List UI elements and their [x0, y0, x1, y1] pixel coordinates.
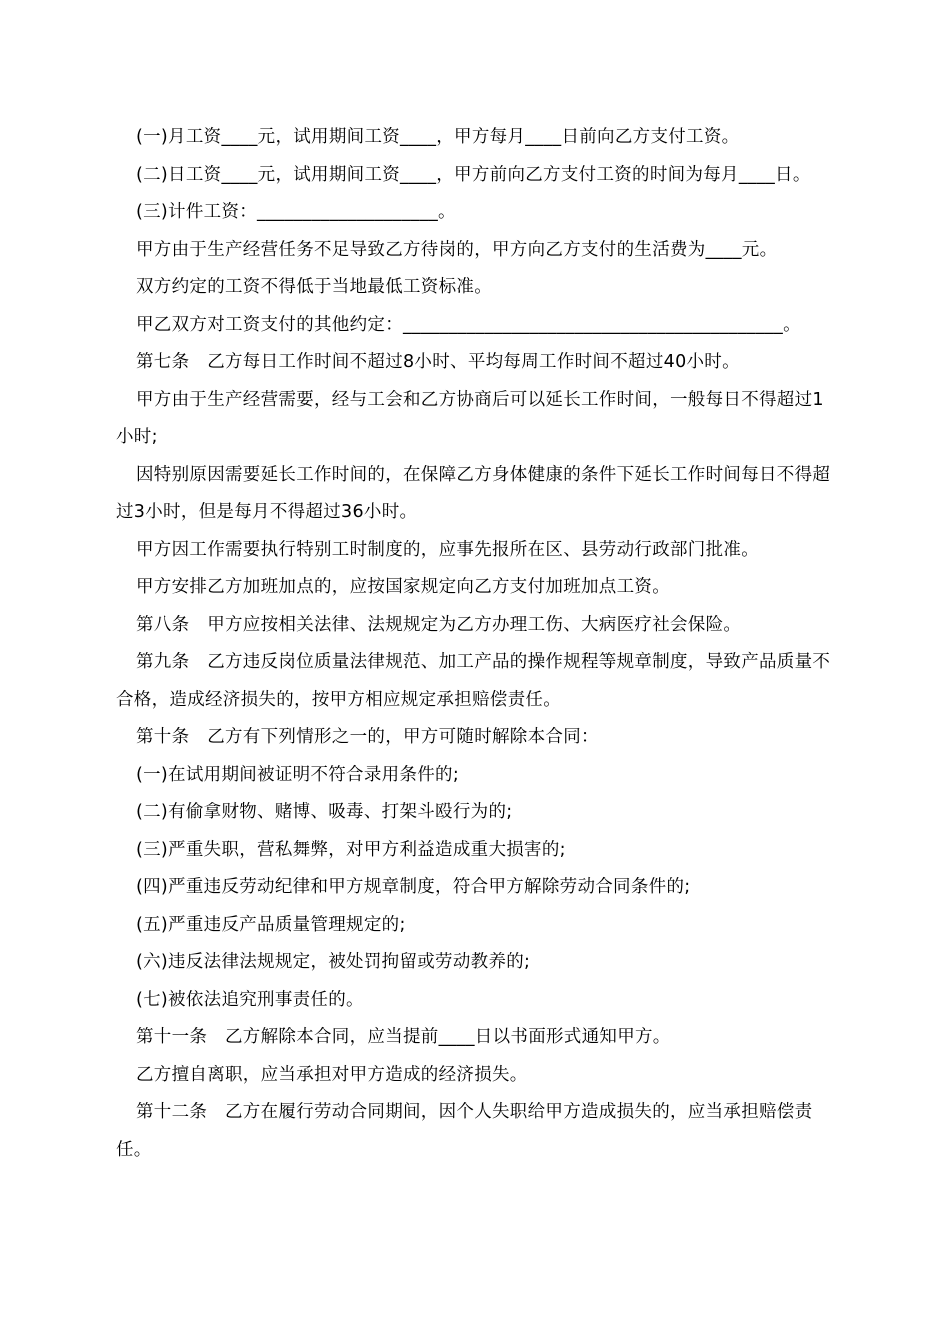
paragraph-piece-wage: (三)计件工资：____________________。: [136, 202, 456, 222]
paragraph-overtime-pay: 甲方安排乙方加班加点的，应按国家规定向乙方支付加班加点工资。: [136, 577, 670, 597]
paragraph-overtime-special: 因特别原因需要延长工作时间的，在保障乙方身体健康的条件下延长工作时间每日不得超过3小时，但是每月不得超过36小时。: [116, 464, 831, 522]
paragraph-unauthorized-leave: 乙方擅自离职，应当承担对甲方造成的经济损失。: [136, 1064, 528, 1085]
paragraph-other-wage-terms: 甲乙双方对工资支付的其他约定：__________________________________________。: [136, 314, 801, 335]
paragraph-article-12: 第十二条 乙方在履行劳动合同期间，因个人失职给甲方造成损失的，应当承担赔偿责任。: [116, 1102, 813, 1160]
list-item-termination-6: (六)违反法律法规规定，被处罚拘留或劳动教养的;: [136, 952, 531, 972]
paragraph-article-7: 第七条 乙方每日工作时间不超过8小时、平均每周工作时间不超过40小时。: [136, 352, 740, 372]
list-item-termination-5: (五)严重违反产品质量管理规定的;: [136, 914, 406, 935]
paragraph-article-8: 第八条 甲方应按相关法律、法规规定为乙方办理工伤、大病医疗社会保险。: [136, 614, 742, 635]
paragraph-standby-allowance: 甲方由于生产经营任务不足导致乙方待岗的，甲方向乙方支付的生活费为____元。: [136, 239, 778, 260]
paragraph-article-9: 第九条 乙方违反岗位质量法律规范、加工产品的操作规程等规章制度，导致产品质量不合格，造成经济损失的，按甲方相应规定承担赔偿责任。: [116, 652, 831, 710]
paragraph-daily-wage: (二)日工资____元，试用期间工资____，甲方前向乙方支付工资的时间为每月____日。: [136, 164, 811, 185]
document-body: [116, 119, 836, 1169]
paragraph-special-hours: 甲方因工作需要执行特别工时制度的，应事先报所在区、县劳动行政部门批准。: [136, 539, 759, 560]
paragraph-minimum-wage: 双方约定的工资不得低于当地最低工资标准。: [136, 277, 492, 297]
list-item-termination-3: (三)严重失职，营私舞弊，对甲方利益造成重大损害的;: [136, 839, 566, 860]
paragraph-article-11: 第十一条 乙方解除本合同，应当提前____日以书面形式通知甲方。: [136, 1027, 671, 1047]
paragraph-article-10: 第十条 乙方有下列情形之一的，甲方可随时解除本合同：: [136, 727, 599, 747]
list-item-termination-1: (一)在试用期间被证明不符合录用条件的;: [136, 764, 460, 785]
paragraph-overtime-general: 甲方由于生产经营需要，经与工会和乙方协商后可以延长工作时间，一般每日不得超过1小时;: [116, 389, 824, 447]
list-item-termination-7: (七)被依法追究刑事责任的。: [136, 989, 364, 1010]
paragraph-monthly-wage: (一)月工资____元，试用期间工资____，甲方每月____日前向乙方支付工资。: [136, 127, 740, 147]
list-item-termination-4: (四)严重违反劳动纪律和甲方规章制度，符合甲方解除劳动合同条件的;: [136, 877, 691, 897]
list-item-termination-2: (二)有偷拿财物、赌博、吸毒、打架斗殴行为的;: [136, 802, 513, 822]
